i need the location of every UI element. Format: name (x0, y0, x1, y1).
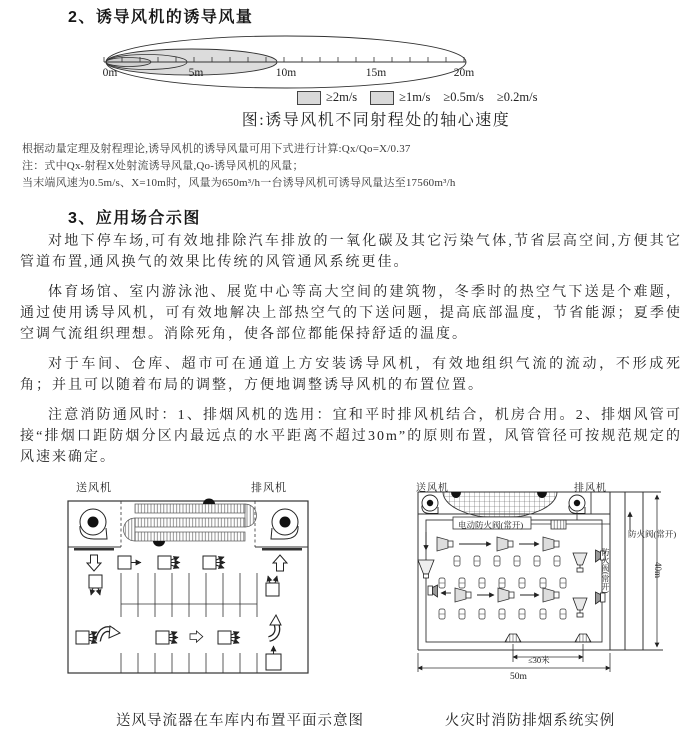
room-walls (418, 492, 663, 650)
car-row (439, 578, 566, 588)
garage-layout-diagram (63, 477, 321, 705)
fire-smoke-system-diagram (399, 476, 695, 708)
curved-up-arrow-icon (269, 615, 281, 639)
up-arrow-icon (273, 555, 287, 571)
smoke-outlet-icon (505, 634, 521, 642)
body-paragraph: 对于车间、仓库、超市可在通道上方安装诱导风机，有效地组织气流的流动，不形成死角；并且可以随着布局的调整，方便地调整诱导风机的布置位置。 (20, 357, 682, 393)
legend-label: ≥0.5m/s (443, 90, 484, 104)
section3-heading: 3、应用场合示图 (68, 210, 201, 227)
body-paragraph: 体育场馆、室内游泳池、展览中心等高大空间的建筑物，冬季时的热空气下送是个难题，通过使用诱导风机，可有效地解决上部热空气的下送问题，提高底部温度，节省能源；夏季使空调气流组织理想。消除死角，使各部位都能保持舒适的温度。 (20, 285, 682, 342)
air-deflector-icon (76, 631, 98, 644)
section2-heading: 2、诱导风机的诱导风量 (68, 9, 254, 26)
wall-fan-icon (428, 585, 438, 597)
down-arrow-icon (87, 555, 101, 571)
dimension-50m (418, 653, 610, 672)
body-paragraph: 注意消防通风时：1、排烟风机的选用：宜和平时排风机结合，机房合用。2、排烟风管可接“排烟口距防烟分区内最远点的水平距离不超过30m”的原则布置，风管管径可按规范规定的风速来确定。 (20, 408, 682, 465)
supply-fan-icon (80, 509, 107, 539)
velocity-legend (297, 90, 537, 105)
air-deflector-icon (218, 631, 240, 644)
right-arrow-icon (190, 631, 203, 642)
axis-label-5m: 5m (188, 67, 204, 79)
figure-caption: 图:诱导风机不同射程处的轴心速度 (241, 112, 511, 129)
exhaust-grille (262, 548, 302, 551)
note-line: 根据动量定理及射程理论,诱导风机的诱导风量可用下式进行计算:Qx/Qo=X/0.37 (22, 143, 411, 155)
funnel-icon (418, 560, 434, 578)
serpentine-duct (124, 499, 257, 547)
dim-30m-label: ≤30米 (528, 655, 550, 665)
garage-diagram-caption: 送风导流器在车库内布置平面示意图 (116, 713, 364, 729)
air-deflector-icon (158, 556, 180, 569)
funnel-icon (573, 598, 587, 617)
jet-axis-ticks (104, 57, 464, 62)
induced-fan-icon (437, 537, 453, 551)
legend-swatch-gray-icon (297, 91, 321, 105)
parking-grid (121, 573, 257, 617)
legend-item (370, 90, 430, 105)
supply-grille (74, 548, 114, 551)
legend-label: ≥2m/s (326, 90, 358, 104)
inner-zone-outline (426, 520, 602, 642)
legend-item (497, 90, 538, 105)
body-paragraph: 对地下停车场,可有效地排除汽车排放的一氧化碳及其它污染气体,节省层高空间,方便其它管道布置,通风换气的效果比传统的风管通风系统更佳。 (20, 234, 682, 270)
garage-exhaust-fan-label: 排风机 (251, 482, 287, 494)
air-deflector-icon (89, 575, 102, 595)
air-deflector-icon (118, 556, 141, 569)
smoke-outlet-icon (575, 634, 591, 642)
exhaust-fan-icon (569, 495, 585, 514)
legend-label: ≥0.2m/s (496, 90, 538, 104)
induced-fan-icon (543, 537, 559, 551)
induced-fan-icon (543, 588, 559, 602)
fire-supply-fan-label: 送风机 (416, 483, 449, 494)
car-row (439, 609, 566, 619)
legend-swatch-gray-icon (370, 91, 394, 105)
axis-label-10m: 10m (275, 67, 297, 79)
supply-fan-icon (422, 495, 438, 514)
legend-label: ≥1m/s (399, 90, 431, 104)
dim-40m-label: 40m (653, 562, 663, 579)
fire-exhaust-fan-label: 排风机 (574, 483, 607, 494)
induced-fan-icon (455, 588, 471, 602)
car-row (454, 556, 560, 566)
parking-grid (121, 653, 257, 673)
fire-diagram-caption: 火灾时消防排烟系统实例 (444, 713, 616, 729)
note-line: 注：式中Qx-射程X处射流诱导风量,Qo-诱导风机的风量； (22, 160, 304, 172)
exhaust-fan-icon (271, 509, 298, 539)
legend-item (443, 90, 484, 105)
jet-range-diagram (94, 31, 486, 95)
air-deflector-icon (203, 556, 225, 569)
electric-fire-damper-label: 电动防火阀(常开) (458, 520, 524, 530)
garage-supply-fan-label: 送风机 (76, 482, 112, 494)
fire-damper-side-label: 防火阀(常开) (601, 548, 610, 594)
funnel-icon (573, 553, 587, 572)
body-text (20, 231, 682, 477)
curved-arrow-icon (98, 626, 120, 641)
fire-damper-top-label: 防火阀(常开) (628, 529, 677, 539)
note-line: 当末端风速为0.5m/s、X=10m时，风量为650m³/h一台诱导风机可诱导风量达至17560m³/h (22, 177, 456, 189)
legend-item (297, 90, 357, 105)
axis-label-20m: 20m (453, 67, 475, 79)
exhaust-outlet-box (266, 646, 281, 670)
axis-label-0m: 0m (102, 67, 118, 79)
air-deflector-icon (156, 631, 178, 644)
damper-icon (551, 520, 566, 529)
dim-50m-label: 50m (510, 672, 527, 682)
air-deflector-icon (266, 576, 279, 596)
induced-fan-icon (498, 588, 514, 602)
axis-label-15m: 15m (365, 67, 387, 79)
induced-fan-icon (497, 537, 513, 551)
